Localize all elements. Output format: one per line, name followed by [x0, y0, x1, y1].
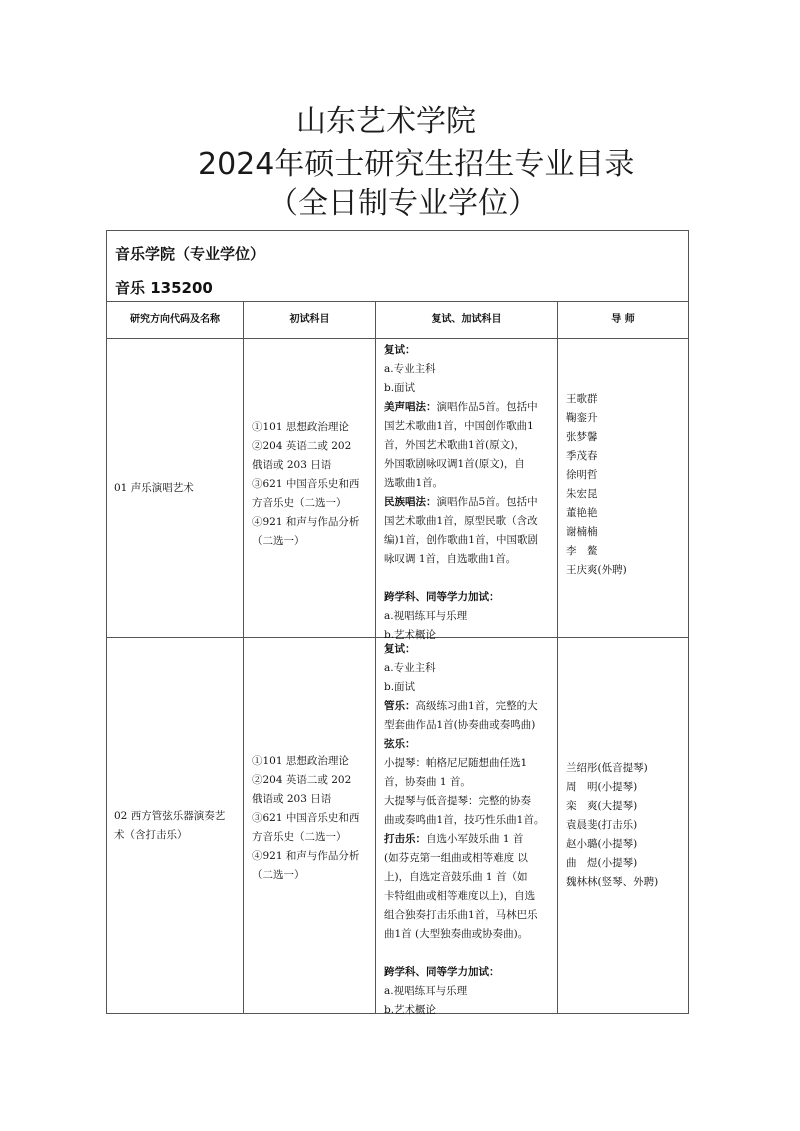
line-text: 大提琴与低音提琴：完整的协奏 [384, 795, 531, 807]
section-label: 美声唱法： [384, 401, 437, 413]
line-text: b.艺术概论 [384, 1004, 437, 1016]
line-text: 高级练习曲1首，完整的大 [415, 700, 538, 712]
text-line: 周 明(小提琴) [566, 781, 638, 793]
text-line [384, 944, 544, 963]
text-line: 谢楠楠 [566, 526, 598, 538]
text-line: （二选一） [252, 869, 305, 881]
line-text: 自选小军鼓乐曲 1 首 [426, 833, 524, 845]
text-line [384, 588, 538, 607]
line-text: b.面试 [384, 681, 416, 693]
line-text: 编)1首，创作歌曲1首，中国歌剧 [384, 534, 538, 546]
section-label: 打击乐： [384, 833, 426, 845]
column-header-exam: 初试科目 [289, 314, 330, 325]
text-line [384, 569, 538, 588]
text-line [384, 830, 544, 849]
line-text: 型套曲作品1首(协奏曲或奏鸣曲) [384, 719, 536, 731]
text-line: 方音乐史（二选一） [252, 831, 347, 843]
text-line [384, 659, 544, 678]
text-line [384, 531, 538, 550]
line-text: 卡特组曲或相等难度以上)，自选 [384, 890, 536, 902]
text-line: 王庆爽(外聘) [566, 564, 627, 576]
text-line: 季茂春 [566, 450, 598, 462]
column-header-tutors: 导 师 [611, 314, 635, 325]
text-line [384, 906, 544, 925]
text-line [384, 678, 544, 697]
text-line: 李 鳌 [566, 545, 598, 557]
text-line [384, 398, 538, 417]
text-line [384, 550, 538, 569]
text-line: 方音乐史（二选一） [252, 497, 347, 509]
text-line: 兰绍彤(低音提琴) [566, 762, 648, 774]
column-divider [375, 301, 376, 1013]
page-title-degree-type: （全日制专业学位） [268, 186, 538, 221]
line-text: 演唱作品5首。包括中 [436, 401, 538, 413]
text-line [384, 360, 538, 379]
page-title-school: 山东艺术学院 [296, 104, 476, 139]
text-line: 曲 煜(小提琴) [566, 857, 638, 869]
text-line [384, 792, 544, 811]
line-text: (如芬克第一组曲或相等难度 以 [384, 852, 528, 864]
text-line: ④921 和声与作品分析 [252, 850, 360, 862]
line-text: a.视唱练耳与乐理 [384, 985, 468, 997]
text-line: 术（含打击乐） [114, 829, 188, 841]
text-line: 02 西方管弦乐器演奏艺 [114, 810, 226, 822]
text-line [384, 512, 538, 531]
text-line: ④921 和声与作品分析 [252, 516, 360, 528]
text-line: 鞠銮升 [566, 412, 598, 424]
text-line: 俄语或 203 日语 [252, 459, 332, 471]
text-line: ①101 思想政治理论 [252, 755, 349, 767]
divider [107, 338, 688, 339]
section-label: 弦乐： [384, 738, 416, 750]
section-label: 跨学科、同等学力加试： [384, 591, 500, 603]
text-line [384, 811, 544, 830]
text-line: ②204 英语二或 202 [252, 440, 352, 452]
text-line: （二选一） [252, 535, 305, 547]
text-line [384, 640, 544, 659]
text-line: ①101 思想政治理论 [252, 421, 349, 433]
line-text: 曲或奏鸣曲1首，技巧性乐曲1首。 [384, 814, 545, 826]
line-text: 组合独奏打击乐曲1首，马林巴乐 [384, 909, 538, 921]
column-divider [243, 301, 244, 1013]
text-line [384, 474, 538, 493]
section-label: 复试： [384, 344, 416, 356]
text-line: 朱宏昆 [566, 488, 598, 500]
line-text: a.专业主科 [384, 662, 436, 674]
retest-subjects [384, 341, 538, 645]
text-line: ③621 中国音乐史和西 [252, 478, 360, 490]
line-text: b.面试 [384, 382, 416, 394]
text-line: 张梦馨 [566, 431, 598, 443]
direction-name [114, 807, 225, 845]
section-label: 跨学科、同等学力加试： [384, 966, 500, 978]
text-line [384, 341, 538, 360]
section-label: 民族唱法： [384, 496, 437, 508]
section-label: 管乐： [384, 700, 416, 712]
text-line [384, 754, 544, 773]
text-line [384, 773, 544, 792]
line-text: a.专业主科 [384, 363, 436, 375]
text-line [384, 982, 544, 1001]
text-line: 王歌群 [566, 393, 598, 405]
exam-subjects [252, 752, 359, 885]
line-text: a.视唱练耳与乐理 [384, 610, 468, 622]
text-line [384, 493, 538, 512]
text-line [384, 887, 544, 906]
text-line: ③621 中国音乐史和西 [252, 812, 360, 824]
section-label: 复试： [384, 643, 416, 655]
text-line [384, 379, 538, 398]
text-line [384, 849, 544, 868]
direction-name: 01 声乐演唱艺术 [114, 482, 194, 494]
text-line [384, 925, 544, 944]
text-line: 栾 爽(大提琴) [566, 800, 638, 812]
text-line: 俄语或 203 日语 [252, 793, 332, 805]
text-line [384, 963, 544, 982]
exam-subjects [252, 418, 359, 551]
line-text: 上)，自选定音鼓乐曲 1 首（如 [384, 871, 528, 883]
line-text: 国艺术歌曲1首，原型民歌（含改 [384, 515, 538, 527]
line-text: 咏叹调 1首，自选歌曲1首。 [384, 553, 517, 565]
line-text: 选歌曲1首。 [384, 477, 444, 489]
text-line [384, 455, 538, 474]
line-text: b.艺术概论 [384, 629, 437, 641]
catalog-table [106, 230, 689, 1014]
text-line [384, 436, 538, 455]
line-text: 演唱作品5首。包括中 [436, 496, 538, 508]
text-line [384, 607, 538, 626]
text-line [384, 417, 538, 436]
line-text: 国艺术歌曲1首，中国创作歌曲1 [384, 420, 534, 432]
text-line [384, 868, 544, 887]
tutor-list [566, 759, 658, 892]
text-line: 董艳艳 [566, 507, 598, 519]
line-text: 小提琴：帕格尼尼随想曲任选1 [384, 757, 528, 769]
column-divider [557, 301, 558, 1013]
major-code: 音乐 135200 [115, 279, 213, 297]
text-line: 袁晨斐(打击乐) [566, 819, 638, 831]
text-line: 徐明哲 [566, 469, 598, 481]
text-line [384, 735, 544, 754]
line-text: 曲1首 (大型独奏曲或协奏曲)。 [384, 928, 529, 940]
line-text: 首，外国艺术歌曲1首(原文)， [384, 439, 525, 451]
column-header-direction: 研究方向代码及名称 [130, 314, 220, 325]
department-name: 音乐学院（专业学位） [115, 245, 266, 263]
retest-subjects [384, 640, 544, 1020]
line-text: 外国歌剧咏叹调1首(原文)，自 [384, 458, 525, 470]
page-title-catalog: 2024年硕士研究生招生专业目录 [198, 147, 635, 182]
text-line: 赵小璐(小提琴) [566, 838, 638, 850]
column-header-retest: 复试、加试科目 [431, 314, 502, 325]
text-line: ②204 英语二或 202 [252, 774, 352, 786]
tutor-list [566, 390, 627, 580]
line-text: 首，协奏曲 1 首。 [384, 776, 471, 788]
text-line [384, 716, 544, 735]
text-line: 魏林林(竖琴、外聘) [566, 876, 659, 888]
department-header [107, 231, 688, 301]
text-line [384, 697, 544, 716]
text-line [384, 1001, 544, 1020]
